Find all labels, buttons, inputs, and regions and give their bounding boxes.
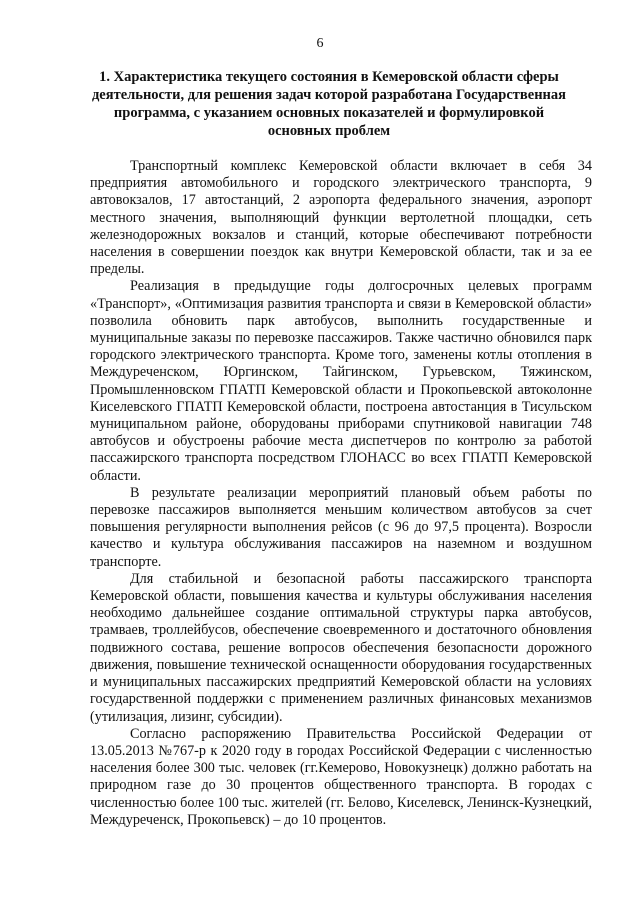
- paragraph-previous-programs: Реализация в предыдущие годы долгосрочных целевых программ «Транспорт», «Оптимизация развития транспорта и связи в Кемеровской области» позволила обновить парк автобусов, выполнить государственные и муниципальные заказы по перевозке пассажиров. Также частично обновился парк городского электрического транспорта. Кроме того, заменены котлы отопления в Междуреченском, Юргинском, Тайгинском, Гурьевском, Тяжинском, Промышленновском ГПАТП Кемеровской области и Прокопьевской автоколонне Киселевского ГПАТП Кемеровской области, построена автостанция в Тисульском муниципальном районе, оборудованы приборами спутниковой навигации 748 автобусов и обустроены рабочие места диспетчеров по контролю за работой пассажирского транспорта посредством ГЛОНАСС во всех ГПАТП Кемеровской области.: [90, 278, 592, 484]
- paragraph-transport-complex: Транспортный комплекс Кемеровской области включает в себя 34 предприятия автомобильного и городского электрического транспорта, 9 автовокзалов, 17 автостанций, 2 аэропорта федерального значения, аэропорт местного значения, выполняющий функции вертолетной площадки, сеть железнодорожных вокзалов и станций, которые обеспечивают потребности населения в совершении поездок как внутри Кемеровской области, так и за ее пределы.: [90, 158, 592, 278]
- section-heading: 1. Характеристика текущего состояния в Кемеровской области сферы деятельности, для решения задач которой разработана Государственная программа, с указанием основных показателей и формулировкой основных проблем: [91, 69, 567, 139]
- paragraph-results: В результате реализации мероприятий плановый объем работы по перевозке пассажиров выполняется меньшим количеством автобусов за счет повышения регулярности выполнения рейсов (с 96 до 97,5 процента). Возросли качество и культура обслуживания пассажиров на наземном и воздушном транспорте.: [90, 484, 592, 570]
- section-body: [90, 158, 592, 829]
- page-number: 6: [316, 36, 324, 51]
- paragraph-requirements: Для стабильной и безопасной работы пассажирского транспорта Кемеровской области, повышения качества и культуры обслуживания населения необходимо дальнейшее создание оптимальной структуры парка автобусов, трамваев, троллейбусов, обеспечение своевременного и достаточного обновления подвижного состава, решение вопросов обеспечения безопасности дорожного движения, повышение технической оснащенности оборудования государственных и муниципальных пассажирских предприятий Кемеровской области на условиях государственной поддержки с применением различных финансовых механизмов (утилизация, лизинг, субсидии).: [90, 570, 592, 725]
- paragraph-government-order: Согласно распоряжению Правительства Российской Федерации от 13.05.2013 №767-р к 2020 году в городах Российской Федерации с численностью населения более 300 тыс. человек (гг.Кемерово, Новокузнецк) должно работать на природном газе до 30 процентов общественного транспорта. В городах с численностью более 100 тыс. жителей (гг. Белово, Киселевск, Ленинск-Кузнецкий, Междуреченск, Прокопьевск) – до 10 процентов.: [90, 725, 592, 828]
